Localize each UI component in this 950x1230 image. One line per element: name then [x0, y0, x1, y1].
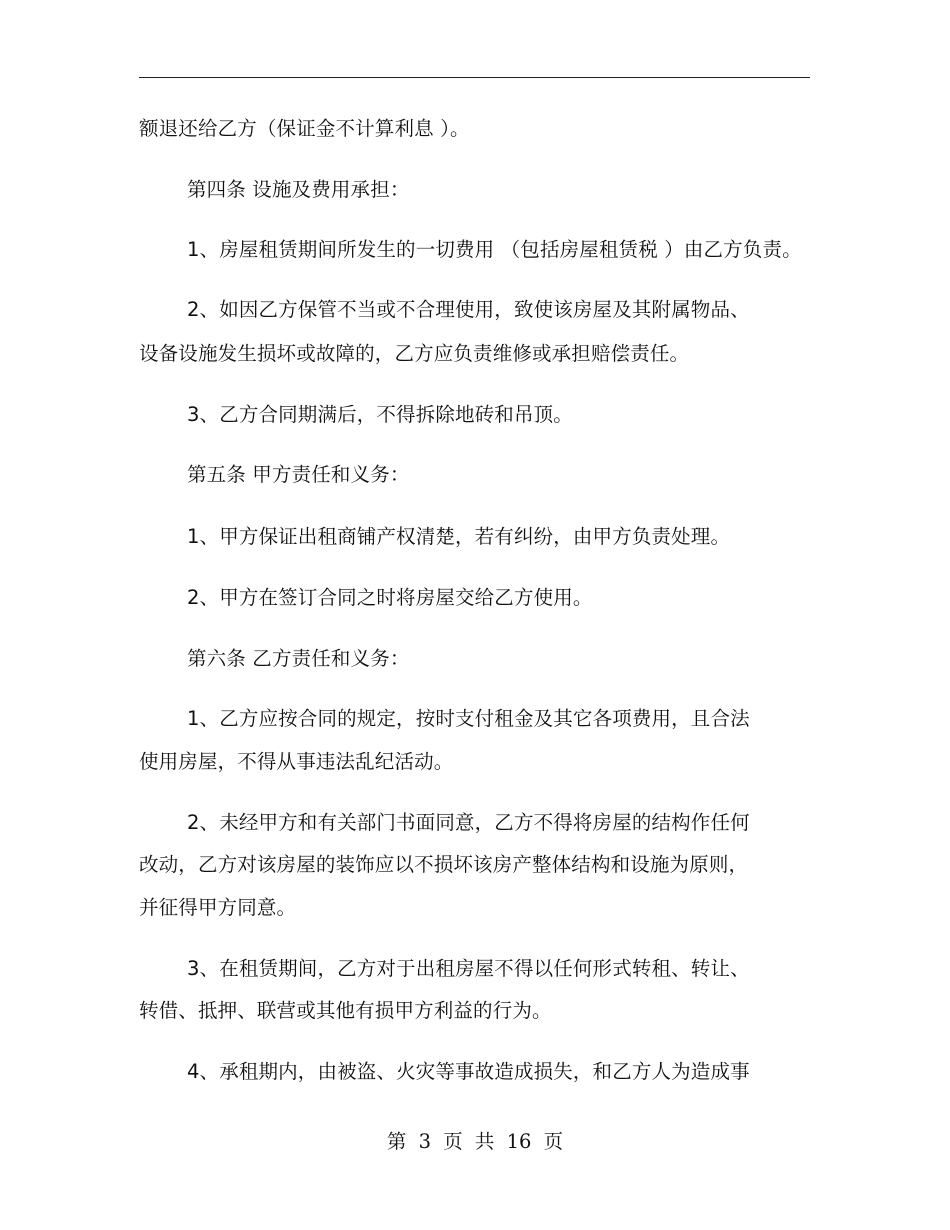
- article-4-item-3: 3、乙方合同期满后，不得拆除地砖和吊顶。: [187, 403, 573, 426]
- article-6-item-2: 2、未经甲方和有关部门书面同意，乙方不得将房屋的结构作任何: [187, 811, 750, 834]
- article-6-item-2-cont-2: 并征得甲方同意。: [139, 896, 297, 919]
- article-6-item-3: 3、在租赁期间，乙方对于出租房屋不得以任何形式转租、转让、: [187, 957, 750, 980]
- article-6-item-2-cont-1: 改动，乙方对该房屋的装饰应以不损坏该房产整体结构和设施为原则，: [139, 853, 749, 876]
- article-5-item-2: 2、甲方在签订合同之时将房屋交给乙方使用。: [187, 586, 593, 609]
- article-4-item-2-cont: 设备设施发生损坏或故障的，乙方应负责维修或承担赔偿责任。: [139, 342, 690, 365]
- header-rule: [139, 77, 810, 78]
- article-6-heading: 第六条 乙方责任和义务：: [187, 647, 410, 670]
- article-5-item-1: 1、甲方保证出租商铺产权清楚，若有纠纷，由甲方负责处理。: [187, 525, 731, 548]
- article-6-item-1: 1、乙方应按合同的规定，按时支付租金及其它各项费用，且合法: [187, 707, 750, 730]
- article-5-heading: 第五条 甲方责任和义务：: [187, 463, 410, 486]
- article-4-heading: 第四条 设施及费用承担：: [187, 178, 410, 201]
- article-6-item-3-cont: 转借、抵押、联营或其他有损甲方利益的行为。: [139, 999, 552, 1022]
- text-line-1: 额退还给乙方（保证金不计算利息 ）。: [139, 117, 470, 140]
- article-4-item-1: 1、房屋租赁期间所发生的一切费用 （包括房屋租赁税 ）由乙方负责。: [187, 238, 802, 261]
- article-6-item-4: 4、承租期内，由被盗、火灾等事故造成损失，和乙方人为造成事: [187, 1060, 750, 1083]
- article-6-item-1-cont: 使用房屋，不得从事违法乱纪活动。: [139, 750, 454, 773]
- article-4-item-2: 2、如因乙方保管不当或不合理使用，致使该房屋及其附属物品、: [187, 298, 750, 321]
- page-number-footer: 第 3 页 共 16 页: [386, 1130, 564, 1153]
